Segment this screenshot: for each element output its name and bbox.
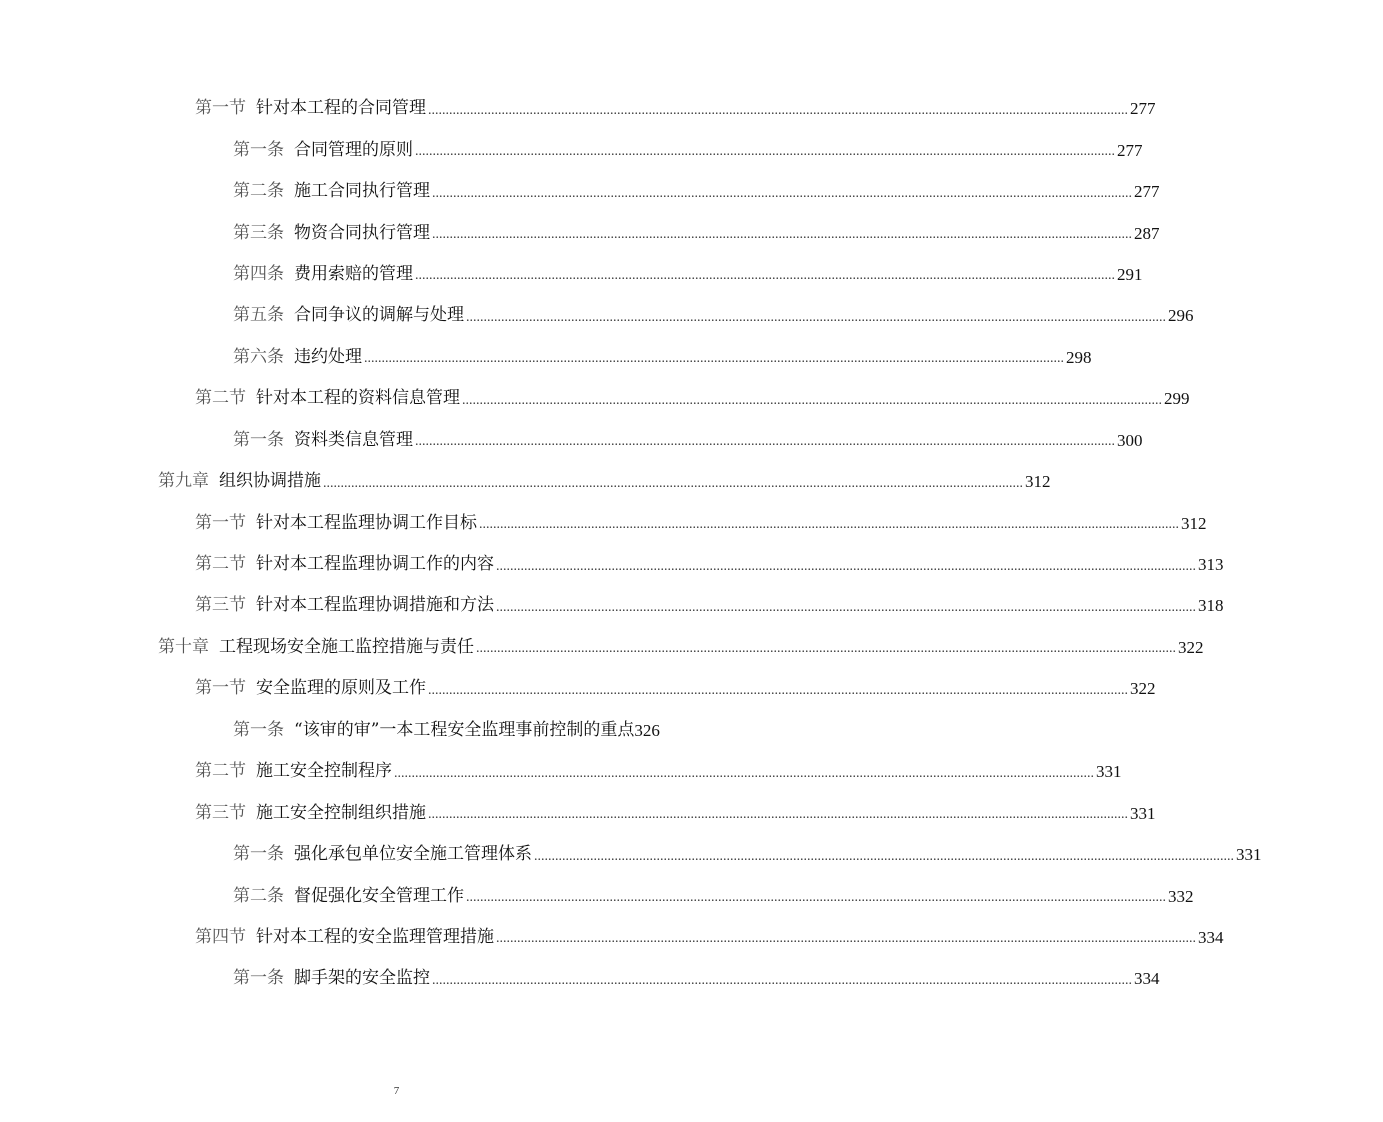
toc-entry-number: 第一节 [195,98,246,119]
toc-entry-page: 331 [1096,762,1122,782]
toc-entry-title: 脚手架的安全监控 [294,968,430,989]
toc-entry[interactable] [0,420,1143,461]
toc-entry-page: 312 [1181,513,1207,533]
toc-leader-dots: ........................................................................................................................................................................................................ [496,599,1196,615]
toc-entry-title: 违约处理 [294,346,362,367]
toc-leader-dots: ........................................................................................................................................................................................................ [428,102,1128,118]
toc-leader-dots: ........................................................................................................................................................................................................ [415,434,1115,450]
toc-entry[interactable] [0,254,1143,295]
toc-leader-dots: ........................................................................................................................................................................................................ [479,517,1179,533]
toc-entry[interactable] [0,295,1194,336]
toc-entry-page: 318 [1198,596,1224,616]
toc-entry[interactable] [0,544,1224,585]
toc-entry-page: 326 [634,720,660,740]
toc-entry-page: 296 [1168,306,1194,326]
toc-entry-page: 298 [1066,347,1092,367]
toc-entry-page: 331 [1236,845,1262,865]
toc-leader-dots: ........................................................................................................................................................................................................ [432,227,1132,243]
toc-entry-title: 物资合同执行管理 [294,222,430,243]
toc-entry-number: 第三节 [195,802,246,823]
toc-entry[interactable] [0,585,1224,626]
toc-entry-number: 第二节 [195,388,246,409]
toc-entry-title: 针对本工程的合同管理 [256,98,426,119]
toc-entry-number: 第六条 [233,346,284,367]
toc-entry-page: 332 [1168,886,1194,906]
toc-entry-page: 322 [1178,637,1204,657]
toc-entry-number: 第一条 [233,139,284,160]
toc-entry[interactable] [0,212,1160,253]
toc-entry-page: 291 [1117,264,1143,284]
toc-leader-dots: ........................................................................................................................................................................................................ [428,807,1128,823]
toc-leader-dots: ........................................................................................................................................................................................................ [364,351,1064,367]
toc-leader-dots: ........................................................................................................................................................................................................ [394,765,1094,781]
toc-leader-dots: ........................................................................................................................................................................................................ [496,558,1196,574]
toc-entry-title: 针对本工程监理协调工作的内容 [256,554,494,575]
toc-entry-number: 第一条 [233,968,284,989]
toc-entry-page: 312 [1025,472,1051,492]
toc-entry-number: 第一条 [233,719,284,740]
toc-entry[interactable] [0,129,1143,170]
toc-entry[interactable] [0,834,1262,875]
toc-entry-page: 299 [1164,389,1190,409]
toc-entry-number: 第二节 [195,761,246,782]
toc-leader-dots: ........................................................................................................................................................................................................ [476,641,1176,657]
toc-entry[interactable] [0,461,1051,502]
toc-entry-title: 针对本工程监理协调措施和方法 [256,595,494,616]
toc-entry-number: 第三条 [233,222,284,243]
toc-entry[interactable] [0,792,1156,833]
toc-entry-title: 针对本工程的资料信息管理 [256,388,460,409]
toc-leader-dots: ........................................................................................................................................................................................................ [428,682,1128,698]
toc-entry[interactable] [0,710,793,751]
toc-entry-number: 第一节 [195,512,246,533]
toc-leader-dots: ........................................................................................................................................................................................................ [462,392,1162,408]
toc-entry-number: 第二条 [233,181,284,202]
toc-entry-number: 第十章 [158,636,209,657]
toc-entry-page: 334 [1134,969,1160,989]
toc-entry[interactable] [0,627,1204,668]
toc-leader-dots: ........................................................................................................................................................................................................ [323,475,1023,491]
toc-entry-number: 第四节 [195,926,246,947]
toc-entry-page: 322 [1130,679,1156,699]
toc-leader-dots: ........................................................................................................................................................................................................ [466,309,1166,325]
toc-entry-number: 第九章 [158,471,209,492]
toc-entry[interactable] [0,502,1207,543]
toc-entry-page: 300 [1117,430,1143,450]
toc-leader-dots: ........................................................................................................................................................................................................ [432,972,1132,988]
toc-entry-title: 合同管理的原则 [294,139,413,160]
toc-entry[interactable] [0,958,1160,999]
toc-entry[interactable] [0,875,1194,916]
toc-entry[interactable] [0,751,1122,792]
toc-entry-number: 第二条 [233,885,284,906]
toc-entry-number: 第一条 [233,429,284,450]
toc-entry-title: 资料类信息管理 [294,429,413,450]
toc-entry-title: 针对本工程的安全监理管理措施 [256,926,494,947]
toc-entry-title: “该审的审”一本工程安全监理事前控制的重点 [294,719,635,740]
toc-entry-title: 强化承包单位安全施工管理体系 [294,844,532,865]
toc-leader-dots: ........................................................................................................................................................................................................ [496,931,1196,947]
toc-leader-dots: ........................................................................................................................................................................................................ [415,268,1115,284]
toc-leader-dots: ........................................................................................................................................................................................................ [534,848,1234,864]
toc-entry[interactable] [0,917,1224,958]
toc-entry[interactable] [0,378,1190,419]
page-number: 7 [393,1085,400,1097]
toc-entry-title: 组织协调措施 [219,471,321,492]
toc-leader-dots: ........................................................................................................................................................................................................ [432,185,1132,201]
table-of-contents [0,88,1262,1000]
toc-entry[interactable] [0,337,1092,378]
toc-entry-title: 施工合同执行管理 [294,181,430,202]
toc-leader-dots: ........................................................................................................................................................................................................ [415,144,1115,160]
toc-entry-page: 277 [1134,182,1160,202]
toc-entry-title: 督促强化安全管理工作 [294,885,464,906]
toc-entry-title: 工程现场安全施工监控措施与责任 [219,636,474,657]
toc-entry[interactable] [0,668,1156,709]
toc-entry-number: 第三节 [195,595,246,616]
toc-entry-number: 第一节 [195,678,246,699]
toc-entry-page: 277 [1130,99,1156,119]
toc-entry-number: 第四条 [233,263,284,284]
toc-entry-title: 费用索赔的管理 [294,263,413,284]
toc-entry-number: 第一条 [233,844,284,865]
toc-entry-title: 施工安全控制程序 [256,761,392,782]
toc-entry-number: 第二节 [195,554,246,575]
toc-entry-title: 施工安全控制组织措施 [256,802,426,823]
toc-entry-page: 334 [1198,927,1224,947]
toc-entry-title: 安全监理的原则及工作 [256,678,426,699]
toc-entry-page: 277 [1117,140,1143,160]
toc-leader-dots: ........................................................................................................................................................................................................ [466,890,1166,906]
toc-entry-title: 合同争议的调解与处理 [294,305,464,326]
toc-entry-number: 第五条 [233,305,284,326]
toc-entry-page: 313 [1198,555,1224,575]
toc-entry-page: 287 [1134,223,1160,243]
toc-entry-page: 331 [1130,803,1156,823]
toc-entry[interactable] [0,171,1160,212]
toc-entry-title: 针对本工程监理协调工作目标 [256,512,477,533]
toc-entry[interactable] [0,88,1156,129]
